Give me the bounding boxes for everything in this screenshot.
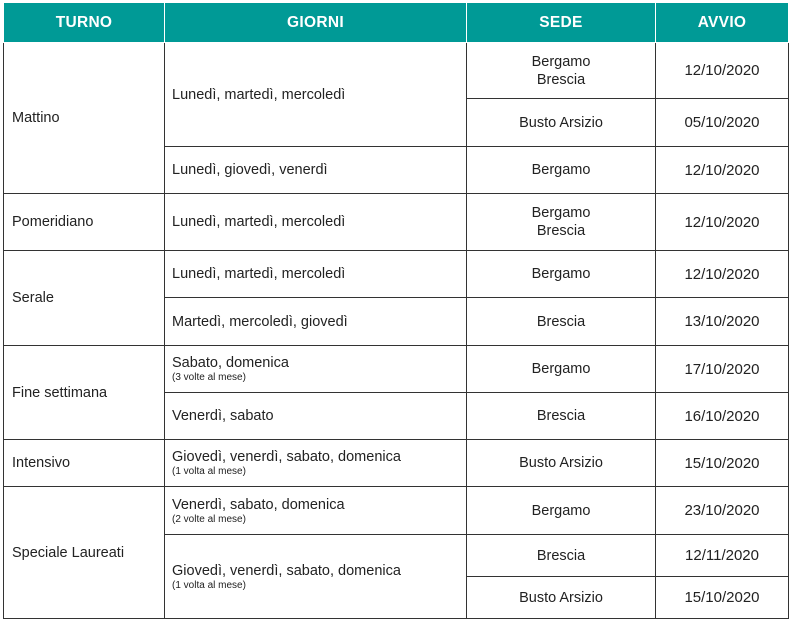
avvio-cell: 15/10/2020 [656, 440, 789, 487]
header-row [4, 3, 789, 43]
sede-cell: Busto Arsizio [467, 99, 656, 147]
sede-line: Brescia [536, 71, 586, 88]
header-avvio: AVVIO [656, 3, 789, 43]
table-row [4, 487, 789, 535]
avvio-cell: 23/10/2020 [656, 487, 789, 535]
sede-line: Bergamo [531, 205, 591, 221]
giorni-text: Sabato, domenica [172, 355, 289, 371]
sede-cell: Bergamo [467, 346, 656, 393]
sede-line: Bergamo [531, 53, 591, 70]
turno-cell: Serale [4, 251, 165, 346]
sede-cell: Brescia [467, 298, 656, 346]
header-turno: TURNO [4, 3, 165, 43]
avvio-cell: 05/10/2020 [656, 99, 789, 147]
giorni-text: Giovedì, venerdì, sabato, domenica [172, 449, 401, 465]
frequency-note: (1 volta al mese) [172, 579, 246, 591]
avvio-cell: 15/10/2020 [656, 577, 789, 619]
avvio-cell: 16/10/2020 [656, 393, 789, 440]
sede-cell: Bergamo [467, 251, 656, 298]
avvio-cell: 17/10/2020 [656, 346, 789, 393]
frequency-note: (3 volte al mese) [172, 372, 246, 383]
turno-cell: Speciale Laureati [4, 487, 165, 619]
avvio-cell: 12/10/2020 [656, 43, 789, 99]
avvio-cell: 12/10/2020 [656, 194, 789, 251]
header-sede: SEDE [467, 3, 656, 43]
frequency-note: (1 volta al mese) [172, 466, 246, 477]
sede-cell: Brescia [467, 393, 656, 440]
sede-cell: Brescia [467, 535, 656, 577]
frequency-note: (2 volte al mese) [172, 513, 246, 525]
giorni-cell [165, 440, 467, 487]
sede-cell [467, 43, 656, 99]
giorni-cell: Venerdì, sabato [165, 393, 467, 440]
sede-cell: Busto Arsizio [467, 440, 656, 487]
giorni-cell: Lunedì, giovedì, venerdì [165, 147, 467, 194]
sede-cell: Busto Arsizio [467, 577, 656, 619]
turno-cell: Intensivo [4, 440, 165, 487]
table-row [4, 346, 789, 393]
avvio-cell: 12/10/2020 [656, 147, 789, 194]
avvio-cell: 12/11/2020 [656, 535, 789, 577]
giorni-text: Giovedì, venerdì, sabato, domenica [172, 562, 401, 579]
turno-cell: Pomeridiano [4, 194, 165, 251]
table-row [4, 43, 789, 99]
table-row [4, 251, 789, 298]
turno-cell: Mattino [4, 43, 165, 194]
giorni-cell [165, 535, 467, 619]
giorni-text: Venerdì, sabato, domenica [172, 496, 345, 513]
sede-line: Brescia [536, 223, 586, 239]
giorni-cell: Lunedì, martedì, mercoledì [165, 194, 467, 251]
giorni-cell: Lunedì, martedì, mercoledì [165, 251, 467, 298]
table-row [4, 194, 789, 251]
turno-cell: Fine settimana [4, 346, 165, 440]
giorni-cell [165, 346, 467, 393]
giorni-cell: Lunedì, martedì, mercoledì [165, 43, 467, 147]
table-row [4, 440, 789, 487]
sede-cell: Bergamo [467, 147, 656, 194]
avvio-cell: 12/10/2020 [656, 251, 789, 298]
giorni-cell [165, 487, 467, 535]
giorni-cell: Martedì, mercoledì, giovedì [165, 298, 467, 346]
schedule-table [3, 2, 789, 619]
avvio-cell: 13/10/2020 [656, 298, 789, 346]
sede-cell: Bergamo [467, 487, 656, 535]
sede-cell [467, 194, 656, 251]
header-giorni: GIORNI [165, 3, 467, 43]
